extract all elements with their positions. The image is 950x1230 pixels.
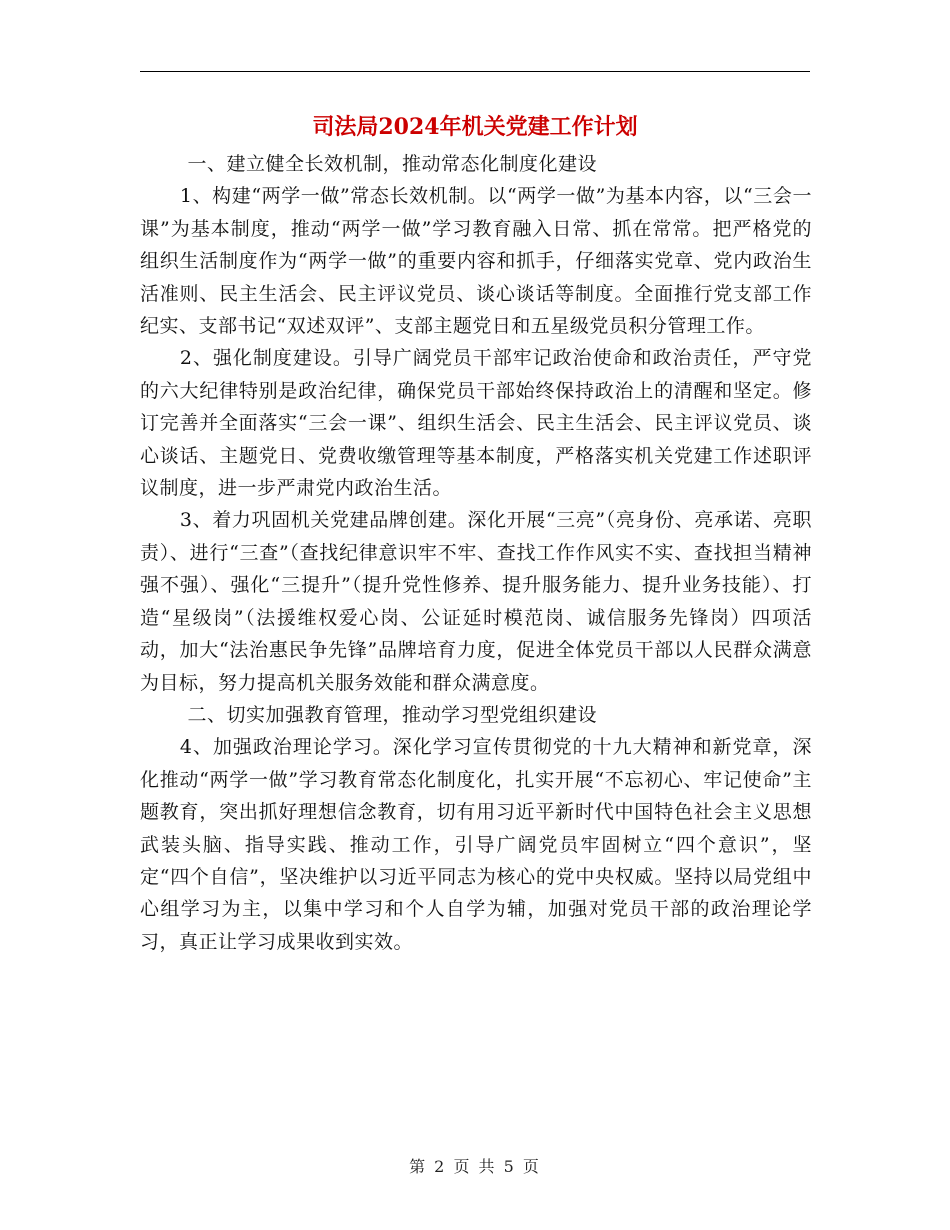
paragraph-2: 2、强化制度建设。引导广阔党员干部牢记政治使命和政治责任，严守党的六大纪律特别是政治纪律，确保党员干部始终保持政治上的清醒和坚定。修订完善并全面落实“三会一课”、组织生活会、民主生活会、民主评议党员、谈心谈话、主题党日、党费收缴管理等基本制度，严格落实机关党建工作述职评议制度，进一步严肃党内政治生活。 <box>140 347 812 500</box>
page-number-footer: 第 2 页 共 5 页 <box>409 1157 541 1176</box>
paragraph-1: 1、构建“两学一做”常态长效机制。以“两学一做”为基本内容，以“三会一课”为基本制度，推动“两学一做”学习教育融入日常、抓在常常。把严格党的组织生活制度作为“两学一做”的重要内容和抓手，仔细落实党章、党内政治生活准则、民主生活会、民主评议党员、谈心谈话等制度。全面推行党支部工作纪实、支部书记“双述双评”、支部主题党日和五星级党员积分管理工作。 <box>140 185 812 338</box>
document-body <box>140 148 812 958</box>
header-rule <box>140 71 810 72</box>
section-heading-1: 一、建立健全长效机制，推动常态化制度化建设 <box>187 153 598 175</box>
section-heading-2: 二、切实加强教育管理，推动学习型党组织建设 <box>187 703 598 726</box>
document-title: 司法局2024年机关党建工作计划 <box>312 114 638 140</box>
paragraph-3: 3、着力巩固机关党建品牌创建。深化开展“三亮”（亮身份、亮承诺、亮职责）、进行“三查”（查找纪律意识牢不牢、查找工作作风实不实、查找担当精神强不强）、强化“三提升”（提升党性修养、提升服务能力、提升业务技能）、打造“星级岗”（法援维权爱心岗、公证延时模范岗、诚信服务先锋岗）四项活动，加大“法治惠民争先锋”品牌培育力度，促进全体党员干部以人民群众满意为目标，努力提高机关服务效能和群众满意度。 <box>140 509 812 694</box>
paragraph-4: 4、加强政治理论学习。深化学习宣传贯彻党的十九大精神和新党章，深化推动“两学一做”学习教育常态化制度化，扎实开展“不忘初心、牢记使命”主题教育，突出抓好理想信念教育，切有用习近平新时代中国特色社会主义思想武装头脑、指导实践、推动工作，引导广阔党员牢固树立“四个意识”，坚定“四个自信”，坚决维护以习近平同志为核心的党中央权威。坚持以局党组中心组学习为主，以集中学习和个人自学为辅，加强对党员干部的政治理论学习，真正让学习成果收到实效。 <box>140 736 812 953</box>
